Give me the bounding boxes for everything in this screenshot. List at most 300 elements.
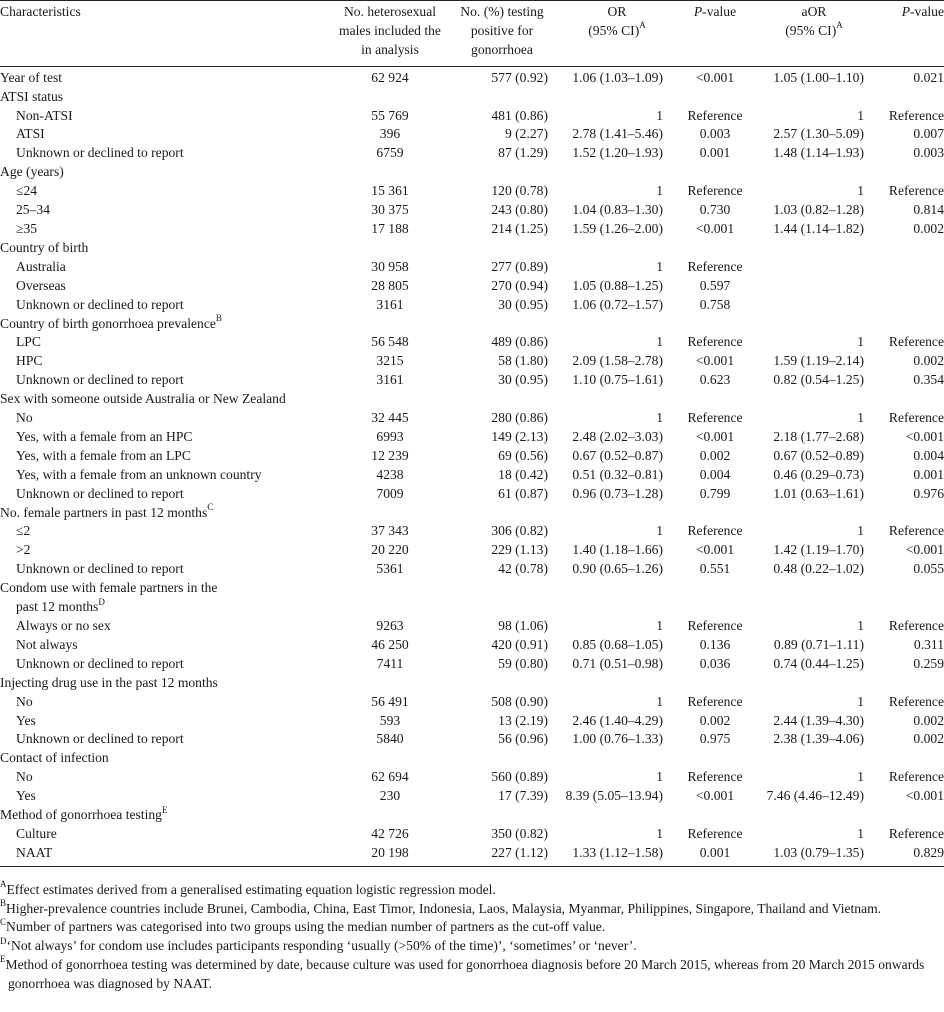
cell-aor: 0.82 (0.54–1.25) bbox=[773, 372, 864, 388]
cell-pos: 42 (0.78) bbox=[498, 561, 548, 577]
cell-n: 6759 bbox=[376, 145, 404, 161]
header-p2-rest: -value bbox=[910, 4, 944, 19]
footnote bbox=[0, 918, 944, 937]
cell-or: 0.85 (0.68–1.05) bbox=[572, 636, 663, 652]
cell-n: 396 bbox=[379, 126, 401, 142]
cell-ap bbox=[874, 674, 944, 693]
table-row bbox=[0, 504, 944, 523]
cell-aor: 1 bbox=[857, 183, 864, 199]
cell-or: 1 bbox=[656, 618, 663, 633]
row-label bbox=[0, 239, 334, 258]
header-or-ci: (95% CI) bbox=[588, 22, 640, 38]
cell-ap: Reference bbox=[888, 410, 944, 426]
cell-n: 4238 bbox=[376, 466, 404, 482]
cell-n: 37 343 bbox=[371, 523, 409, 539]
cell-aor: 1 bbox=[857, 769, 864, 785]
cell-aor: 1 bbox=[857, 825, 864, 841]
table-row bbox=[0, 522, 944, 541]
cell-or bbox=[558, 579, 676, 598]
cell-pos: 214 (1.25) bbox=[491, 220, 548, 236]
cell-n: 56 548 bbox=[371, 334, 409, 350]
row-label bbox=[0, 144, 334, 163]
cell-p: 0.551 bbox=[699, 561, 731, 577]
header-aor-text: aOR bbox=[801, 4, 827, 19]
cell-n: 46 250 bbox=[371, 636, 409, 652]
header-p2-italic: P bbox=[901, 4, 911, 19]
row-label bbox=[0, 541, 334, 560]
cell-ap: <0.001 bbox=[905, 788, 944, 804]
cell-aor: 1.01 (0.63–1.61) bbox=[773, 485, 864, 501]
cell-aor bbox=[754, 88, 874, 107]
cell-ap: Reference bbox=[888, 825, 944, 841]
cell-aor: 1.48 (1.14–1.93) bbox=[773, 145, 864, 161]
row-label bbox=[0, 636, 334, 655]
cell-aor: 1.03 (0.79–1.35) bbox=[754, 844, 874, 866]
cell-or: 1.00 (0.76–1.33) bbox=[572, 731, 663, 747]
row-label-text: ≤24 bbox=[16, 183, 38, 199]
cell-or: 1.05 (0.88–1.25) bbox=[572, 277, 663, 293]
row-label-text: Always or no sex bbox=[16, 618, 111, 633]
row-label-text: ATSI bbox=[16, 126, 45, 142]
cell-p bbox=[676, 163, 754, 182]
row-label-text: Non-ATSI bbox=[16, 107, 73, 123]
cell-n: 7411 bbox=[376, 655, 404, 671]
cell-pos: 277 (0.89) bbox=[491, 258, 548, 274]
cell-ap bbox=[874, 749, 944, 768]
row-label bbox=[0, 522, 334, 541]
header-or-text: OR bbox=[607, 4, 627, 19]
cell-or bbox=[558, 239, 676, 258]
cell-pos bbox=[446, 163, 558, 182]
footnote-marker: C bbox=[207, 502, 214, 513]
cell-pos: 69 (0.56) bbox=[498, 447, 548, 463]
cell-pos: 58 (1.80) bbox=[498, 353, 548, 369]
cell-or bbox=[558, 749, 676, 768]
row-label-text: HPC bbox=[16, 353, 43, 369]
footnote bbox=[0, 881, 944, 900]
cell-or: 1.04 (0.83–1.30) bbox=[572, 202, 663, 218]
cell-ap: 0.976 bbox=[913, 485, 944, 501]
table-row bbox=[0, 352, 944, 371]
row-label bbox=[0, 352, 334, 371]
footnote bbox=[0, 937, 944, 956]
cell-ap: 0.001 bbox=[913, 466, 944, 482]
cell-pos bbox=[446, 806, 558, 825]
cell-or: 0.67 (0.52–0.87) bbox=[572, 447, 663, 463]
table-row bbox=[0, 296, 944, 315]
cell-ap: Reference bbox=[888, 769, 944, 785]
cell-pos: 61 (0.87) bbox=[498, 485, 548, 501]
cell-aor: 0.74 (0.44–1.25) bbox=[773, 655, 864, 671]
cell-aor bbox=[754, 806, 874, 825]
cell-ap: Reference bbox=[888, 183, 944, 199]
table-row bbox=[0, 239, 944, 258]
cell-p: 0.799 bbox=[699, 485, 731, 501]
cell-or: 0.96 (0.73–1.28) bbox=[572, 485, 663, 501]
footnote-mark: A bbox=[0, 879, 7, 890]
footnote-mark: E bbox=[0, 954, 6, 965]
row-label-text: Overseas bbox=[16, 277, 66, 293]
table-row bbox=[0, 107, 944, 126]
cell-aor: 1.59 (1.19–2.14) bbox=[773, 353, 864, 369]
cell-n: 3161 bbox=[376, 296, 404, 312]
cell-aor: 0.67 (0.52–0.89) bbox=[773, 447, 864, 463]
cell-or bbox=[558, 315, 676, 334]
cell-ap: 0.259 bbox=[913, 655, 944, 671]
cell-aor: 0.46 (0.29–0.73) bbox=[773, 466, 864, 482]
row-label-text: Yes, with a female from an LPC bbox=[16, 447, 191, 463]
cell-or: 1 bbox=[656, 107, 663, 123]
cell-ap: 0.311 bbox=[913, 636, 944, 652]
cell-n: 30 375 bbox=[371, 202, 409, 218]
row-label-text: No bbox=[16, 410, 33, 426]
header-aor-sup: A bbox=[836, 20, 843, 31]
cell-or: 1.10 (0.75–1.61) bbox=[572, 372, 663, 388]
cell-ap: 0.002 bbox=[913, 353, 944, 369]
cell-aor: 1 bbox=[857, 618, 864, 633]
table-row bbox=[0, 749, 944, 768]
row-label bbox=[0, 390, 334, 409]
cell-pos bbox=[446, 749, 558, 768]
cell-ap: Reference bbox=[888, 523, 944, 539]
cell-or: 0.51 (0.32–0.81) bbox=[572, 466, 663, 482]
cell-n bbox=[334, 504, 446, 523]
cell-aor: 1 bbox=[857, 334, 864, 350]
table-row bbox=[0, 447, 944, 466]
row-label bbox=[0, 258, 334, 277]
cell-p: Reference bbox=[687, 410, 743, 426]
table-row bbox=[0, 655, 944, 674]
cell-ap: Reference bbox=[888, 693, 944, 709]
row-label-text: LPC bbox=[16, 334, 41, 350]
cell-ap: 0.021 bbox=[913, 69, 944, 85]
cell-p: <0.001 bbox=[695, 69, 735, 85]
header-aor-ci: (95% CI) bbox=[785, 22, 837, 38]
cell-aor: 0.48 (0.22–1.02) bbox=[773, 561, 864, 577]
row-label bbox=[0, 371, 334, 390]
cell-p: <0.001 bbox=[695, 542, 735, 558]
table-row bbox=[0, 428, 944, 447]
cell-p: 0.975 bbox=[699, 731, 731, 747]
row-label bbox=[0, 201, 334, 220]
row-label bbox=[0, 749, 334, 768]
footnote-marker: E bbox=[161, 804, 168, 815]
table-row bbox=[0, 258, 944, 277]
row-label-text: Unknown or declined to report bbox=[16, 731, 184, 747]
table-row bbox=[0, 125, 944, 144]
cell-p: <0.001 bbox=[695, 428, 735, 444]
cell-pos: 87 (1.29) bbox=[498, 145, 548, 161]
cell-ap bbox=[874, 598, 944, 617]
cell-n bbox=[334, 315, 446, 334]
cell-p: 0.036 bbox=[699, 655, 731, 671]
cell-pos: 59 (0.80) bbox=[498, 655, 548, 671]
cell-or: 0.71 (0.51–0.98) bbox=[572, 655, 663, 671]
cell-n: 12 239 bbox=[371, 447, 409, 463]
table-row bbox=[0, 315, 944, 334]
cell-pos: 30 (0.95) bbox=[498, 372, 548, 388]
cell-or: 1.59 (1.26–2.00) bbox=[572, 220, 663, 236]
header-characteristics bbox=[0, 1, 334, 67]
table-row bbox=[0, 485, 944, 504]
row-label bbox=[0, 655, 334, 674]
cell-n: 6993 bbox=[376, 428, 404, 444]
header-p2 bbox=[874, 1, 944, 67]
row-label bbox=[0, 768, 334, 787]
cell-or: 1 bbox=[656, 258, 663, 274]
cell-ap bbox=[874, 88, 944, 107]
cell-n: 55 769 bbox=[371, 107, 409, 123]
cell-n bbox=[334, 88, 446, 107]
cell-pos: 98 (1.06) bbox=[498, 618, 548, 633]
table-row bbox=[0, 806, 944, 825]
cell-n: 3215 bbox=[376, 353, 404, 369]
row-label bbox=[0, 333, 334, 352]
cell-n: 28 805 bbox=[371, 277, 409, 293]
cell-or: 2.09 (1.58–2.78) bbox=[572, 353, 663, 369]
row-label bbox=[0, 730, 334, 749]
row-label bbox=[0, 466, 334, 485]
table-row bbox=[0, 409, 944, 428]
cell-or: 1.06 (1.03–1.09) bbox=[572, 69, 663, 85]
header-n-positive-text: No. (%) testing positive for gonorrhoea bbox=[460, 4, 544, 57]
cell-pos bbox=[446, 504, 558, 523]
row-label-text: >2 bbox=[16, 542, 31, 558]
row-label-text: ATSI status bbox=[0, 88, 64, 104]
cell-p: Reference bbox=[687, 523, 743, 539]
row-label bbox=[0, 579, 334, 598]
cell-pos bbox=[446, 598, 558, 617]
header-n-males bbox=[334, 1, 446, 67]
cell-aor: 1 bbox=[857, 410, 864, 426]
cell-pos: 560 (0.89) bbox=[491, 769, 548, 785]
cell-aor: 2.44 (1.39–4.30) bbox=[773, 712, 864, 728]
cell-aor bbox=[754, 296, 874, 315]
cell-aor: 2.57 (1.30–5.09) bbox=[773, 126, 864, 142]
row-label bbox=[0, 182, 334, 201]
cell-ap: 0.354 bbox=[913, 372, 944, 388]
row-label bbox=[0, 66, 334, 87]
cell-aor bbox=[754, 277, 874, 296]
row-label bbox=[0, 125, 334, 144]
table-row bbox=[0, 466, 944, 485]
footnote-text: Method of gonorrhoea testing was determined by date, because culture was used for gonorrhoea diagnosis before 20 March 2015, whereas from 20 March 2015 onwards gonorrhoea was diagnosed by NAAT. bbox=[5, 956, 925, 991]
footnote-marker: B bbox=[215, 312, 222, 323]
cell-pos: 17 (7.39) bbox=[498, 788, 548, 804]
cell-pos: 481 (0.86) bbox=[491, 107, 548, 123]
table-row bbox=[0, 220, 944, 239]
table-row bbox=[0, 277, 944, 296]
cell-pos bbox=[446, 239, 558, 258]
cell-pos: 56 (0.96) bbox=[498, 731, 548, 747]
row-label-text: past 12 months bbox=[16, 599, 99, 615]
cell-or: 0.90 (0.65–1.26) bbox=[572, 561, 663, 577]
cell-p: 0.004 bbox=[699, 466, 731, 482]
cell-p: 0.002 bbox=[699, 712, 731, 728]
cell-or: 1 bbox=[656, 523, 663, 539]
cell-aor: 0.89 (0.71–1.11) bbox=[773, 636, 864, 652]
cell-aor: 2.18 (1.77–2.68) bbox=[773, 428, 864, 444]
cell-n: 20 198 bbox=[334, 844, 446, 866]
table-row bbox=[0, 371, 944, 390]
cell-ap: <0.001 bbox=[905, 542, 944, 558]
row-label-text: Condom use with female partners in the bbox=[0, 580, 218, 596]
row-label bbox=[0, 409, 334, 428]
cell-or: 1.33 (1.12–1.58) bbox=[558, 844, 676, 866]
row-label bbox=[0, 560, 334, 579]
cell-ap bbox=[874, 390, 944, 409]
cell-aor: 1.05 (1.00–1.10) bbox=[773, 69, 864, 85]
row-label bbox=[0, 598, 334, 617]
row-label bbox=[0, 296, 334, 315]
row-label-text: NAAT bbox=[16, 844, 53, 860]
cell-or: 1 bbox=[656, 825, 663, 841]
table-row bbox=[0, 712, 944, 731]
cell-n bbox=[334, 239, 446, 258]
cell-p: <0.001 bbox=[695, 220, 735, 236]
cell-or: 1.52 (1.20–1.93) bbox=[572, 145, 663, 161]
cell-or bbox=[558, 88, 676, 107]
cell-ap: 0.002 bbox=[913, 712, 944, 728]
row-label-text: Injecting drug use in the past 12 months bbox=[0, 674, 218, 690]
table-body bbox=[0, 66, 944, 866]
cell-ap bbox=[874, 504, 944, 523]
cell-n: 593 bbox=[379, 712, 401, 728]
table-row bbox=[0, 88, 944, 107]
cell-or: 1 bbox=[656, 183, 663, 199]
cell-n bbox=[334, 163, 446, 182]
row-label-text: Unknown or declined to report bbox=[16, 485, 184, 501]
cell-n: 17 188 bbox=[371, 220, 409, 236]
cell-ap: Reference bbox=[888, 107, 944, 123]
cell-or: 1.40 (1.18–1.66) bbox=[572, 542, 663, 558]
cell-p bbox=[676, 315, 754, 334]
cell-ap: 0.002 bbox=[913, 220, 944, 236]
row-label-text: Culture bbox=[16, 825, 57, 841]
cell-pos: 9 (2.27) bbox=[504, 126, 548, 142]
cell-or: 1 bbox=[656, 693, 663, 709]
cell-pos bbox=[446, 390, 558, 409]
cell-n: 9263 bbox=[376, 618, 404, 633]
row-label-text: Method of gonorrhoea testing bbox=[0, 807, 162, 823]
cell-aor bbox=[754, 504, 874, 523]
row-label bbox=[0, 787, 334, 806]
cell-p: 0.623 bbox=[699, 372, 731, 388]
header-p-rest: -value bbox=[702, 4, 737, 19]
footnote-mark: D bbox=[0, 935, 7, 946]
table-row bbox=[0, 333, 944, 352]
cell-p: 0.136 bbox=[699, 636, 731, 652]
table-row bbox=[0, 617, 944, 636]
table-row bbox=[0, 182, 944, 201]
cell-ap: 0.002 bbox=[913, 731, 944, 747]
cell-pos: 229 (1.13) bbox=[491, 542, 548, 558]
cell-ap bbox=[874, 277, 944, 296]
row-label bbox=[0, 504, 334, 523]
footnote-text: Effect estimates derived from a generalised estimating equation logistic regression model. bbox=[6, 882, 496, 897]
cell-ap: 0.814 bbox=[913, 202, 944, 218]
cell-ap: 0.003 bbox=[913, 145, 944, 161]
cell-pos: 350 (0.82) bbox=[491, 825, 548, 841]
cell-or bbox=[558, 390, 676, 409]
table-row bbox=[0, 730, 944, 749]
row-label bbox=[0, 712, 334, 731]
header-row bbox=[0, 1, 944, 67]
table-row bbox=[0, 560, 944, 579]
cell-aor bbox=[754, 390, 874, 409]
cell-pos: 280 (0.86) bbox=[491, 410, 548, 426]
cell-aor: 1 bbox=[857, 107, 864, 123]
cell-aor: 1.03 (0.82–1.28) bbox=[773, 202, 864, 218]
row-label-text: Not always bbox=[16, 636, 78, 652]
cell-p: Reference bbox=[687, 769, 743, 785]
cell-p bbox=[676, 88, 754, 107]
cell-p bbox=[676, 674, 754, 693]
cell-or bbox=[558, 806, 676, 825]
row-label-text: No. female partners in past 12 months bbox=[0, 504, 208, 520]
cell-p: Reference bbox=[687, 107, 743, 123]
row-label bbox=[0, 312, 334, 334]
row-label-text: Yes bbox=[16, 788, 36, 804]
table-row bbox=[0, 541, 944, 560]
header-n-positive bbox=[446, 1, 558, 67]
table-row bbox=[0, 693, 944, 712]
cell-pos bbox=[446, 579, 558, 598]
cell-ap bbox=[874, 579, 944, 598]
cell-pos: 243 (0.80) bbox=[491, 202, 548, 218]
cell-pos bbox=[446, 88, 558, 107]
cell-n: 62 924 bbox=[371, 69, 409, 85]
cell-n: 62 694 bbox=[371, 769, 409, 785]
row-label-text: Yes, with a female from an unknown country bbox=[16, 466, 262, 482]
cell-or: 8.39 (5.05–13.94) bbox=[565, 788, 663, 804]
table-row bbox=[0, 844, 944, 866]
cell-pos: 120 (0.78) bbox=[491, 183, 548, 199]
table-row bbox=[0, 390, 944, 409]
row-label bbox=[0, 674, 334, 693]
cell-p bbox=[676, 598, 754, 617]
row-label-text: Age (years) bbox=[0, 164, 64, 180]
table-row bbox=[0, 598, 944, 617]
cell-p: 0.002 bbox=[699, 447, 731, 463]
cell-pos: 30 (0.95) bbox=[498, 296, 548, 312]
cell-pos: 420 (0.91) bbox=[491, 636, 548, 652]
cell-ap: <0.001 bbox=[905, 428, 944, 444]
cell-aor bbox=[754, 749, 874, 768]
cell-or bbox=[558, 504, 676, 523]
header-aor bbox=[754, 1, 874, 67]
cell-or: 1 bbox=[656, 334, 663, 350]
cell-ap bbox=[874, 239, 944, 258]
cell-or: 2.46 (1.40–4.29) bbox=[572, 712, 663, 728]
cell-p bbox=[676, 504, 754, 523]
row-label-text: 25–34 bbox=[16, 202, 50, 218]
row-label-text: Yes, with a female from an HPC bbox=[16, 428, 193, 444]
cell-pos: 13 (2.19) bbox=[498, 712, 548, 728]
cell-aor bbox=[754, 239, 874, 258]
cell-n: 230 bbox=[379, 788, 401, 804]
cell-pos: 18 (0.42) bbox=[498, 466, 548, 482]
row-label-text: Yes bbox=[16, 712, 36, 728]
table-row bbox=[0, 825, 944, 844]
cell-aor: 1 bbox=[857, 523, 864, 539]
cell-pos: 508 (0.90) bbox=[491, 693, 548, 709]
cell-ap bbox=[874, 806, 944, 825]
cell-pos bbox=[446, 674, 558, 693]
row-label bbox=[0, 485, 334, 504]
cell-p: Reference bbox=[687, 183, 743, 199]
cell-p bbox=[676, 749, 754, 768]
